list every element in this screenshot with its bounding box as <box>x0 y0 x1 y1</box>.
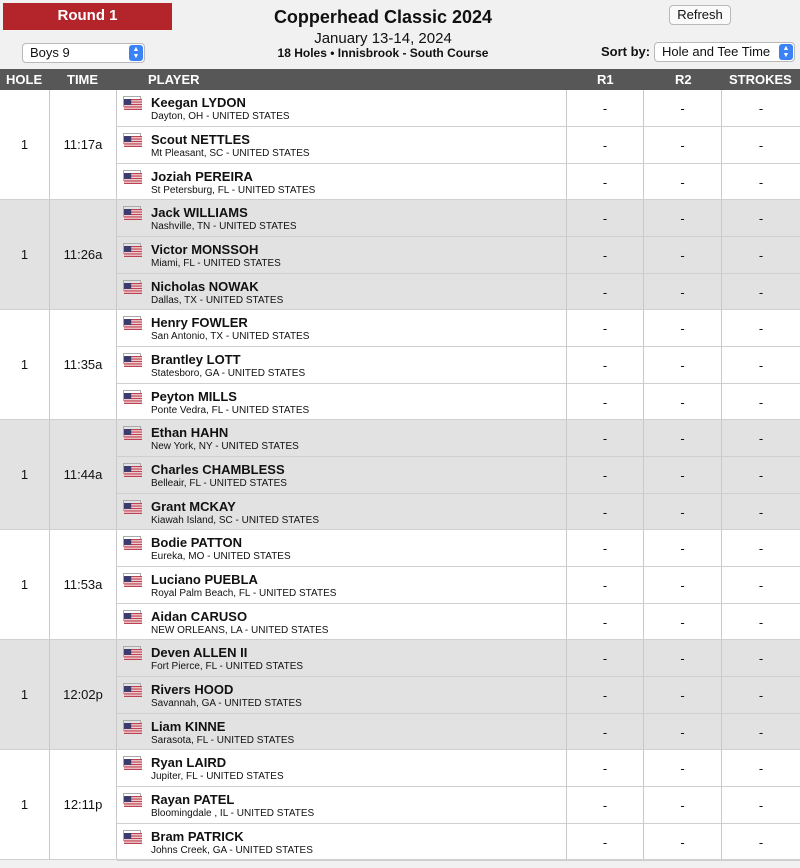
player-row[interactable] <box>117 750 800 787</box>
player-location: Savannah, GA - UNITED STATES <box>151 698 302 709</box>
player-location: Kiawah Island, SC - UNITED STATES <box>151 515 320 526</box>
player-row[interactable] <box>117 640 800 677</box>
strokes-total: - <box>722 310 800 347</box>
player-row[interactable] <box>117 420 800 457</box>
player-cell <box>117 384 567 421</box>
col-player: PLAYER <box>148 72 200 87</box>
round-badge[interactable]: Round 1 <box>3 3 172 30</box>
player-row[interactable] <box>117 164 800 201</box>
player-name[interactable]: Luciano PUEBLA <box>151 572 258 587</box>
player-row[interactable] <box>117 457 800 494</box>
player-cell <box>117 127 567 164</box>
player-name[interactable]: Ryan LAIRD <box>151 755 227 770</box>
player-row[interactable] <box>117 604 800 641</box>
player-row[interactable] <box>117 237 800 274</box>
player-name[interactable]: Keegan LYDON <box>151 95 246 110</box>
player-name[interactable]: Liam KINNE <box>151 719 226 734</box>
strokes-total: - <box>722 714 800 751</box>
r1-score: - <box>567 127 644 164</box>
us-flag-icon <box>123 243 141 254</box>
strokes-total: - <box>722 787 800 824</box>
player-cell <box>117 164 567 201</box>
us-flag-icon <box>123 96 141 107</box>
page-header <box>0 0 800 69</box>
strokes-total: - <box>722 824 800 861</box>
r2-score: - <box>644 677 722 714</box>
player-location: Jupiter, FL - UNITED STATES <box>151 771 284 782</box>
player-name[interactable]: Bram PATRICK <box>151 829 244 844</box>
player-row[interactable] <box>117 787 800 824</box>
group-divider <box>0 859 800 860</box>
select-arrows-icon: ▲ ▼ <box>129 45 143 61</box>
r1-score: - <box>567 824 644 861</box>
r1-score: - <box>567 604 644 641</box>
us-flag-icon <box>123 536 141 547</box>
player-location: Bloomingdale , IL - UNITED STATES <box>151 808 315 819</box>
tee-group <box>0 750 800 860</box>
hole-cell: 1 <box>0 640 50 750</box>
us-flag-icon <box>123 756 141 767</box>
player-location: Statesboro, GA - UNITED STATES <box>151 368 306 379</box>
player-row[interactable] <box>117 274 800 311</box>
strokes-total: - <box>722 384 800 421</box>
r1-score: - <box>567 714 644 751</box>
player-cell <box>117 567 567 604</box>
sort-select[interactable] <box>654 42 795 62</box>
r2-score: - <box>644 750 722 787</box>
r2-score: - <box>644 494 722 531</box>
tee-time-cell: 11:53a <box>50 530 117 640</box>
player-cell <box>117 237 567 274</box>
r2-score: - <box>644 824 722 861</box>
r1-score: - <box>567 567 644 604</box>
r1-score: - <box>567 677 644 714</box>
us-flag-icon <box>123 830 141 841</box>
sort-select-value: Hole and Tee Time <box>662 44 771 59</box>
r2-score: - <box>644 640 722 677</box>
r1-score: - <box>567 787 644 824</box>
strokes-total: - <box>722 164 800 201</box>
course-info: 18 Holes • Innisbrook - South Course <box>277 46 489 60</box>
column-header-row <box>0 69 800 90</box>
us-flag-icon <box>123 280 141 291</box>
strokes-total: - <box>722 567 800 604</box>
tee-group <box>0 530 800 640</box>
r2-score: - <box>644 274 722 311</box>
player-row[interactable] <box>117 677 800 714</box>
col-r1: R1 <box>597 72 614 87</box>
r2-score: - <box>644 604 722 641</box>
player-cell <box>117 274 567 311</box>
tournament-dates: January 13-14, 2024 <box>314 30 452 47</box>
r2-score: - <box>644 714 722 751</box>
us-flag-icon <box>123 683 141 694</box>
player-name[interactable]: Victor MONSSOH <box>151 242 259 257</box>
hole-cell: 1 <box>0 90 50 200</box>
col-hole: HOLE <box>6 72 43 87</box>
player-location: Dayton, OH - UNITED STATES <box>151 111 290 122</box>
sort-label: Sort by: <box>601 44 651 59</box>
r1-score: - <box>567 347 644 384</box>
player-cell <box>117 310 567 347</box>
player-cell <box>117 530 567 567</box>
tee-group <box>0 640 800 750</box>
player-location: New York, NY - UNITED STATES <box>151 441 299 452</box>
r1-score: - <box>567 384 644 421</box>
player-cell <box>117 347 567 384</box>
player-name[interactable]: Jack WILLIAMS <box>151 205 248 220</box>
us-flag-icon <box>123 610 141 621</box>
player-cell <box>117 604 567 641</box>
player-cell <box>117 677 567 714</box>
us-flag-icon <box>123 793 141 804</box>
player-location: Royal Palm Beach, FL - UNITED STATES <box>151 588 337 599</box>
col-strokes: STROKES <box>729 72 792 87</box>
tee-time-cell: 11:35a <box>50 310 117 420</box>
player-location: Belleair, FL - UNITED STATES <box>151 478 287 489</box>
r2-score: - <box>644 420 722 457</box>
player-location: Ponte Vedra, FL - UNITED STATES <box>151 405 310 416</box>
player-name[interactable]: Rivers HOOD <box>151 682 234 697</box>
r1-score: - <box>567 640 644 677</box>
tee-group <box>0 90 800 200</box>
player-name[interactable]: Henry FOWLER <box>151 315 248 330</box>
tee-group <box>0 420 800 530</box>
r1-score: - <box>567 274 644 311</box>
strokes-total: - <box>722 347 800 384</box>
r1-score: - <box>567 457 644 494</box>
tee-times-table <box>0 90 800 860</box>
player-name[interactable]: Rayan PATEL <box>151 792 235 807</box>
r1-score: - <box>567 420 644 457</box>
player-cell <box>117 787 567 824</box>
player-row[interactable] <box>117 530 800 567</box>
r2-score: - <box>644 530 722 567</box>
r2-score: - <box>644 457 722 494</box>
r2-score: - <box>644 310 722 347</box>
player-row[interactable] <box>117 200 800 237</box>
strokes-total: - <box>722 677 800 714</box>
strokes-total: - <box>722 750 800 787</box>
strokes-total: - <box>722 494 800 531</box>
hole-cell: 1 <box>0 750 50 860</box>
r1-score: - <box>567 310 644 347</box>
col-time: TIME <box>67 72 99 87</box>
player-location: Nashville, TN - UNITED STATES <box>151 221 297 232</box>
tee-group <box>0 200 800 310</box>
hole-cell: 1 <box>0 310 50 420</box>
tournament-title: Copperhead Classic 2024 <box>273 7 493 27</box>
player-row[interactable] <box>117 384 800 421</box>
us-flag-icon <box>123 206 141 217</box>
r2-score: - <box>644 347 722 384</box>
select-arrows-icon: ▲ ▼ <box>779 44 793 60</box>
us-flag-icon <box>123 463 141 474</box>
player-location: Mt Pleasant, SC - UNITED STATES <box>151 148 310 159</box>
strokes-total: - <box>722 127 800 164</box>
player-location: Johns Creek, GA - UNITED STATES <box>151 845 313 856</box>
tee-time-cell: 12:02p <box>50 640 117 750</box>
us-flag-icon <box>123 133 141 144</box>
player-location: Eureka, MO - UNITED STATES <box>151 551 291 562</box>
player-row[interactable] <box>117 347 800 384</box>
player-cell <box>117 494 567 531</box>
us-flag-icon <box>123 390 141 401</box>
hole-cell: 1 <box>0 200 50 310</box>
player-location: St Petersburg, FL - UNITED STATES <box>151 185 316 196</box>
r2-score: - <box>644 127 722 164</box>
strokes-total: - <box>722 530 800 567</box>
player-cell <box>117 457 567 494</box>
r2-score: - <box>644 384 722 421</box>
hole-cell: 1 <box>0 420 50 530</box>
player-cell <box>117 420 567 457</box>
r1-score: - <box>567 237 644 274</box>
player-location: San Antonio, TX - UNITED STATES <box>151 331 310 342</box>
player-row[interactable] <box>117 824 800 861</box>
strokes-total: - <box>722 237 800 274</box>
r2-score: - <box>644 200 722 237</box>
player-location: Miami, FL - UNITED STATES <box>151 258 281 269</box>
strokes-total: - <box>722 640 800 677</box>
player-location: Dallas, TX - UNITED STATES <box>151 295 284 306</box>
r2-score: - <box>644 90 722 127</box>
player-name[interactable]: Nicholas NOWAK <box>151 279 259 294</box>
us-flag-icon <box>123 646 141 657</box>
strokes-total: - <box>722 604 800 641</box>
strokes-total: - <box>722 420 800 457</box>
us-flag-icon <box>123 170 141 181</box>
strokes-total: - <box>722 200 800 237</box>
r2-score: - <box>644 237 722 274</box>
r1-score: - <box>567 494 644 531</box>
player-row[interactable] <box>117 90 800 127</box>
player-row[interactable] <box>117 127 800 164</box>
player-cell <box>117 640 567 677</box>
player-location: Fort Pierce, FL - UNITED STATES <box>151 661 304 672</box>
player-row[interactable] <box>117 494 800 531</box>
player-cell <box>117 824 567 861</box>
player-location: NEW ORLEANS, LA - UNITED STATES <box>151 625 329 636</box>
player-row[interactable] <box>117 310 800 347</box>
player-name[interactable]: Ethan HAHN <box>151 425 229 440</box>
us-flag-icon <box>123 573 141 584</box>
us-flag-icon <box>123 353 141 364</box>
r1-score: - <box>567 200 644 237</box>
player-cell <box>117 90 567 127</box>
strokes-total: - <box>722 457 800 494</box>
player-cell <box>117 714 567 751</box>
r2-score: - <box>644 567 722 604</box>
r1-score: - <box>567 164 644 201</box>
r2-score: - <box>644 164 722 201</box>
strokes-total: - <box>722 90 800 127</box>
player-name[interactable]: Brantley LOTT <box>151 352 241 367</box>
player-cell <box>117 200 567 237</box>
tee-time-cell: 11:26a <box>50 200 117 310</box>
us-flag-icon <box>123 426 141 437</box>
us-flag-icon <box>123 500 141 511</box>
r2-score: - <box>644 787 722 824</box>
player-name[interactable]: Peyton MILLS <box>151 389 237 404</box>
player-cell <box>117 750 567 787</box>
player-name[interactable]: Grant MCKAY <box>151 499 236 514</box>
player-name[interactable]: Aidan CARUSO <box>151 609 248 624</box>
player-row[interactable] <box>117 714 800 751</box>
player-name[interactable]: Deven ALLEN II <box>151 645 248 660</box>
player-name[interactable]: Bodie PATTON <box>151 535 242 550</box>
division-select-value: Boys 9 <box>30 45 70 60</box>
col-r2: R2 <box>675 72 692 87</box>
player-name[interactable]: Scout NETTLES <box>151 132 250 147</box>
player-location: Sarasota, FL - UNITED STATES <box>151 735 295 746</box>
tee-time-cell: 12:11p <box>50 750 117 860</box>
tee-time-cell: 11:44a <box>50 420 117 530</box>
player-row[interactable] <box>117 567 800 604</box>
hole-cell: 1 <box>0 530 50 640</box>
strokes-total: - <box>722 274 800 311</box>
player-name[interactable]: Charles CHAMBLESS <box>151 462 285 477</box>
r1-score: - <box>567 90 644 127</box>
r1-score: - <box>567 750 644 787</box>
us-flag-icon <box>123 720 141 731</box>
player-name[interactable]: Joziah PEREIRA <box>151 169 253 184</box>
refresh-button[interactable]: Refresh <box>669 5 731 25</box>
us-flag-icon <box>123 316 141 327</box>
r1-score: - <box>567 530 644 567</box>
tee-group <box>0 310 800 420</box>
tee-time-cell: 11:17a <box>50 90 117 200</box>
